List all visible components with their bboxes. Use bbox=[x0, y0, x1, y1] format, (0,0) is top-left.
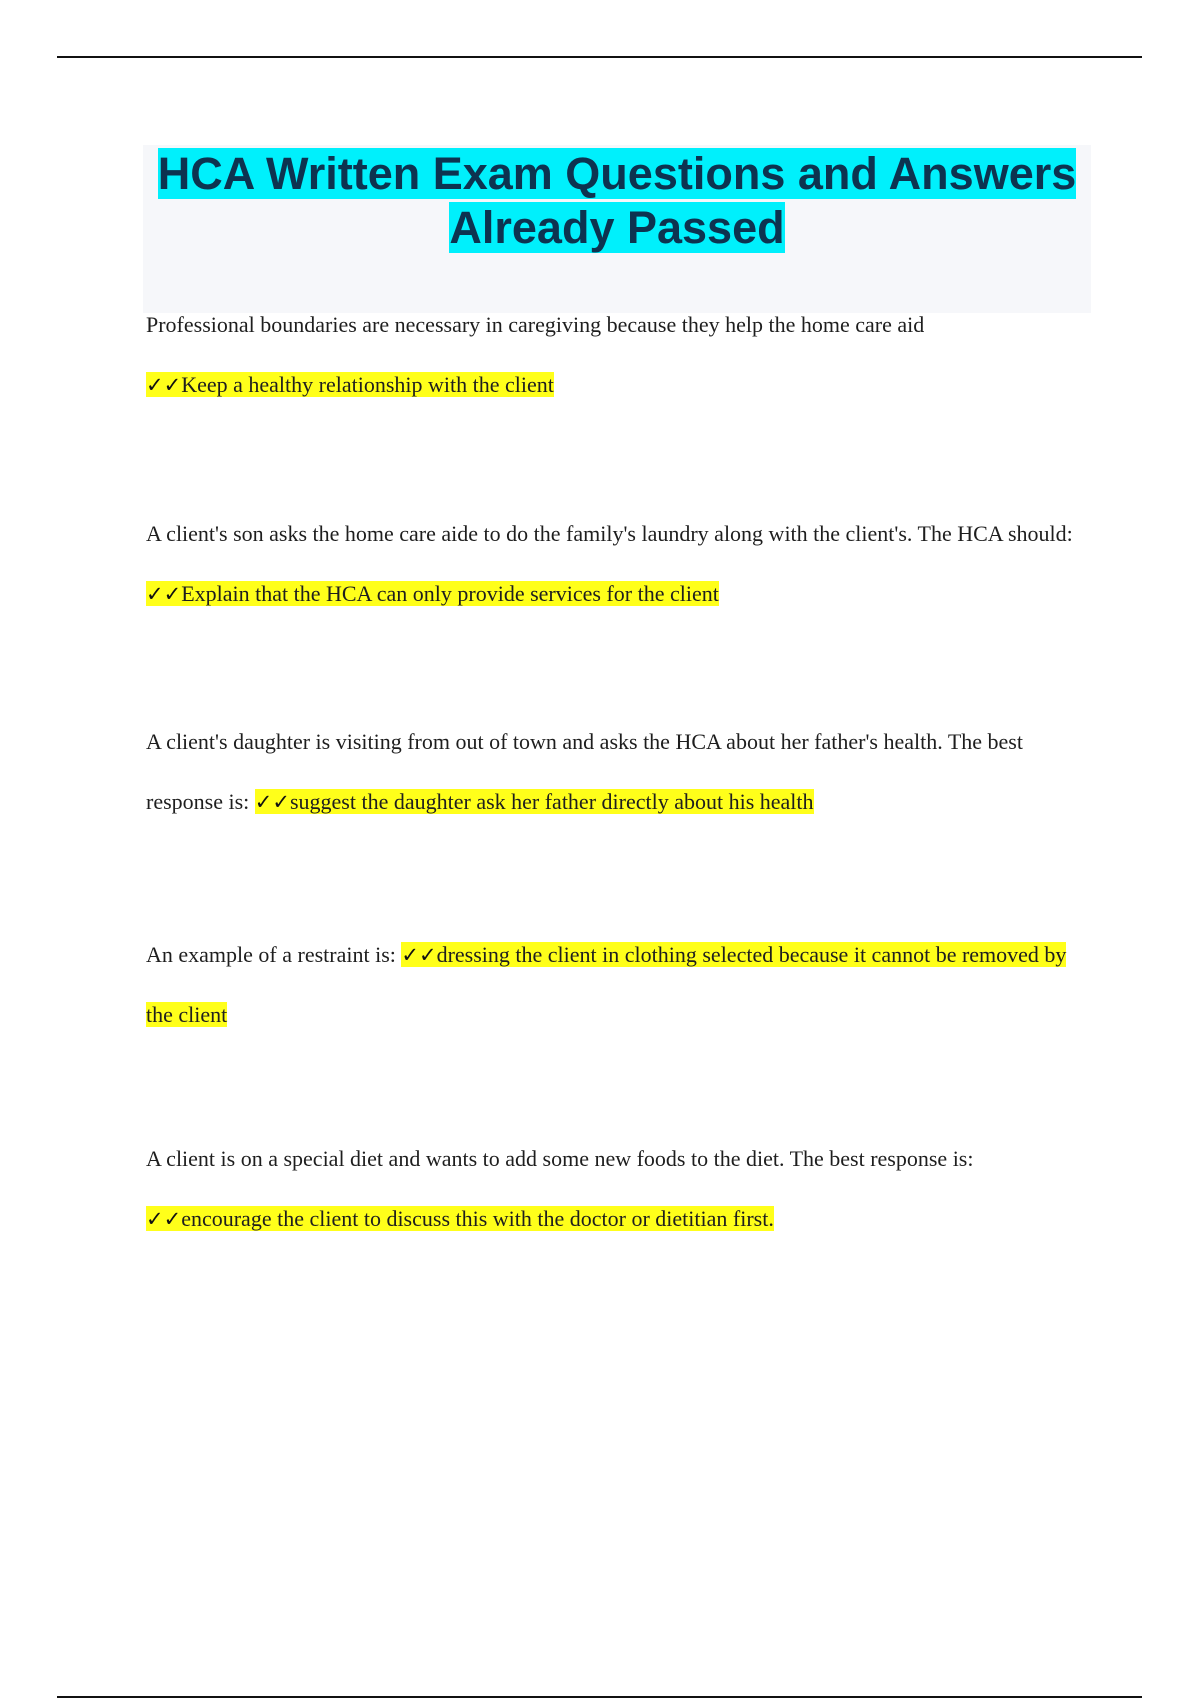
question-text: A client's daughter is visiting from out of town and asks the HCA about her father's health. The best response is: bbox=[146, 729, 1023, 814]
document-title-text: HCA Written Exam Questions and Answers Already Passed bbox=[157, 148, 1077, 253]
double-check-icon: ✓✓ bbox=[146, 373, 182, 397]
question-text: An example of a restraint is: bbox=[146, 942, 396, 967]
answer-text: Explain that the HCA can only provide services for the client bbox=[181, 581, 719, 606]
answer-text: encourage the client to discuss this with the doctor or dietitian first. bbox=[181, 1206, 774, 1231]
double-check-icon: ✓✓ bbox=[254, 790, 290, 814]
qa-item bbox=[146, 925, 1086, 1045]
top-rule bbox=[57, 56, 1142, 58]
question-text: A client is on a special diet and wants to add some new foods to the diet. The best response is: bbox=[146, 1146, 974, 1171]
qa-item bbox=[146, 712, 1086, 832]
document-title bbox=[143, 145, 1091, 255]
question-text: A client's son asks the home care aide to do the family's laundry along with the client's. The HCA should: bbox=[146, 521, 1073, 546]
answer-text: Keep a healthy relationship with the client bbox=[181, 372, 554, 397]
question-text: Professional boundaries are necessary in caregiving because they help the home care aid bbox=[146, 312, 925, 337]
double-check-icon: ✓✓ bbox=[146, 582, 182, 606]
answer-highlight bbox=[146, 372, 554, 397]
answer-highlight bbox=[146, 1206, 774, 1231]
qa-item bbox=[146, 1129, 1086, 1249]
qa-item bbox=[146, 504, 1086, 624]
bottom-rule bbox=[57, 1696, 1142, 1698]
answer-highlight bbox=[255, 789, 814, 814]
qa-item bbox=[146, 295, 1086, 415]
answer-highlight bbox=[146, 581, 719, 606]
double-check-icon: ✓✓ bbox=[146, 1207, 182, 1231]
answer-text: dressing the client in clothing selected because it cannot be removed by the client bbox=[146, 942, 1067, 1027]
double-check-icon: ✓✓ bbox=[401, 943, 437, 967]
title-banner bbox=[143, 145, 1091, 313]
answer-text: suggest the daughter ask her father directly about his health bbox=[289, 789, 814, 814]
